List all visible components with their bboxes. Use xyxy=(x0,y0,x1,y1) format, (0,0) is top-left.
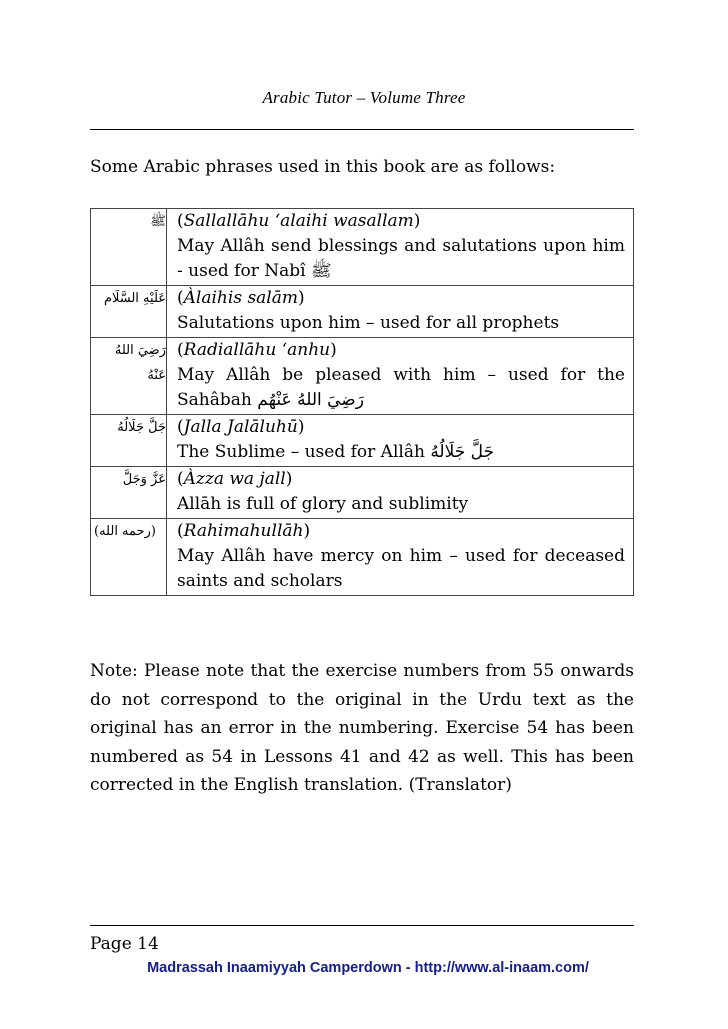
table-row xyxy=(91,467,634,519)
phrase-description: Allāh is full of glory and sublimity xyxy=(177,494,469,514)
phrase-transliteration: Jalla Jalāluhū xyxy=(183,417,298,437)
header-rule xyxy=(90,129,634,130)
phrase-description-cell: (Sallallāhu ‘alaihi wasallam) May Allâh send blessings and salutations upon him - used for Nabî ﷺ xyxy=(167,209,634,286)
phrase-description-cell: (Àlaihis salām) Salutations upon him – used for all prophets xyxy=(167,286,634,338)
phrase-description: May Allâh be pleased with him – used for the Sahâbah رَضِيَ اللهُ عَنْهُم xyxy=(177,365,625,410)
phrase-transliteration: Rahimahullāh xyxy=(183,521,304,541)
phrases-table xyxy=(90,208,634,596)
phrase-transliteration: Sallallāhu ‘alaihi wasallam xyxy=(183,211,414,231)
page-number: Page 14 xyxy=(90,934,159,954)
phrase-description: May Allâh have mercy on him – used for deceased saints and scholars xyxy=(177,546,625,591)
table-row xyxy=(91,519,634,596)
table-row xyxy=(91,415,634,467)
phrase-transliteration: Àzza wa jall xyxy=(183,469,286,489)
running-header-title: Arabic Tutor – Volume Three xyxy=(262,88,466,107)
phrase-symbol: عَزَّ وَجَلَّ xyxy=(91,467,167,519)
intro-text: Some Arabic phrases used in this book are as follows: xyxy=(90,157,556,177)
phrase-description-cell: (Rahimahullāh) May Allâh have mercy on him – used for deceased saints and scholars xyxy=(167,519,634,596)
phrase-transliteration: Radiallāhu ‘anhu xyxy=(183,340,331,360)
phrase-symbol: (رحمه الله) xyxy=(91,519,167,596)
footer-rule xyxy=(90,925,634,926)
table-row xyxy=(91,209,634,286)
phrase-symbol: عَلَيْهِ السَّلَام xyxy=(91,286,167,338)
phrase-description: Salutations upon him – used for all prophets xyxy=(177,313,560,333)
phrase-symbol: ﷺ xyxy=(91,209,167,286)
phrase-symbol: رَضِيَ اللهُ عَنْهُ xyxy=(91,338,167,415)
phrase-description: The Sublime – used for Allâh جَلَّ جَلَالُهُ xyxy=(177,442,495,462)
phrase-transliteration: Àlaihis salām xyxy=(183,288,298,308)
footer-website-link[interactable]: Madrassah Inaamiyyah Camperdown - http://www.al-inaam.com/ xyxy=(147,960,589,976)
phrase-description: May Allâh send blessings and salutations upon him - used for Nabî ﷺ xyxy=(177,236,625,281)
phrase-description-cell: (Àzza wa jall) Allāh is full of glory and sublimity xyxy=(167,467,634,519)
translator-note: Note: Please note that the exercise numbers from 55 onwards do not correspond to the original in the Urdu text as the original has an error in the numbering. Exercise 54 has been numbered as 54 in Lessons 41 and 42 as well. This has been corrected in the English translation. (Translator) xyxy=(90,661,634,795)
table-row xyxy=(91,286,634,338)
table-row xyxy=(91,338,634,415)
phrase-description-cell: (Radiallāhu ‘anhu) May Allâh be pleased with him – used for the Sahâbah رَضِيَ اللهُ عَنْهُم xyxy=(167,338,634,415)
phrase-symbol: جَلَّ جَلَالُهُ xyxy=(91,415,167,467)
phrase-description-cell: (Jalla Jalāluhū) The Sublime – used for Allâh جَلَّ جَلَالُهُ xyxy=(167,415,634,467)
